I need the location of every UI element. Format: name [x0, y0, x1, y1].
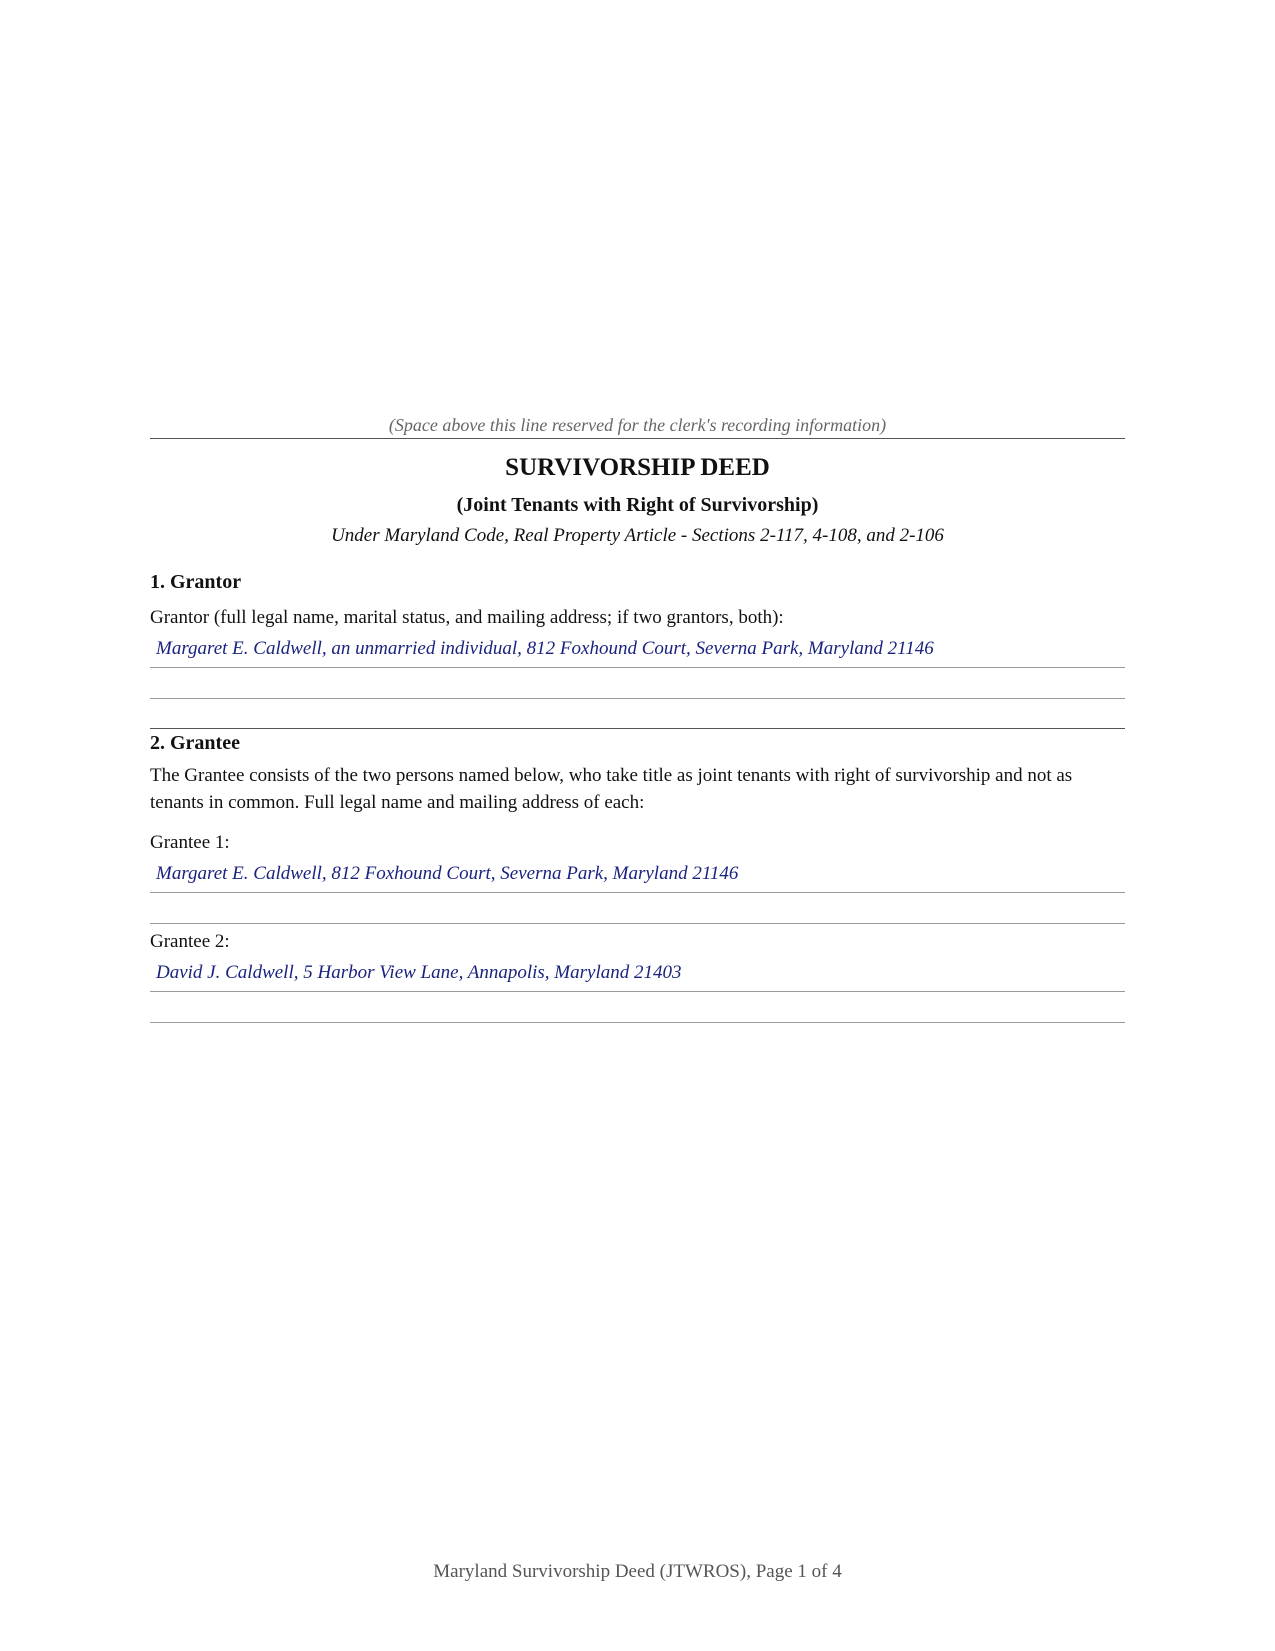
recording-space-note: (Space above this line reserved for the clerk's recording information)	[388, 415, 887, 435]
grantee-1-field[interactable]: Margaret E. Caldwell, 812 Foxhound Court, Severna Park, Maryland 21146	[150, 862, 1125, 893]
document-subtitle: (Joint Tenants with Right of Survivorship)	[456, 494, 819, 516]
grantee-2-blank-line[interactable]	[150, 992, 1125, 1023]
document-title: SURVIVORSHIP DEED	[505, 454, 770, 481]
deed-page-content	[150, 414, 1125, 1023]
grantor-prompt: Grantor (full legal name, marital status, and mailing address; if two grantors, both):	[150, 607, 784, 628]
grantee-1-label: Grantee 1:	[150, 832, 230, 853]
recording-space-divider	[150, 438, 1125, 439]
grantee-description: The Grantee consists of the two persons named below, who take title as joint tenants with right of survivorship and not as tenants in common. Full legal name and mailing address of each:	[150, 765, 1073, 813]
grantee-section	[150, 731, 1125, 1023]
grantee-2-label: Grantee 2:	[150, 931, 230, 952]
grantor-heading: 1. Grantor	[150, 571, 242, 593]
page-footer: Maryland Survivorship Deed (JTWROS), Page 1 of 4	[433, 1561, 842, 1582]
grantee-heading: 2. Grantee	[150, 732, 240, 754]
grantor-blank-line[interactable]	[150, 668, 1125, 699]
grantor-section	[150, 570, 1125, 699]
statute-reference: Under Maryland Code, Real Property Article - Sections 2-117, 4-108, and 2-106	[331, 525, 944, 546]
grantee-2-field[interactable]: David J. Caldwell, 5 Harbor View Lane, Annapolis, Maryland 21403	[150, 961, 1125, 992]
grantor-field[interactable]: Margaret E. Caldwell, an unmarried individual, 812 Foxhound Court, Severna Park, Maryland 21146	[150, 637, 1125, 668]
grantee-1-blank-line[interactable]	[150, 893, 1125, 924]
section-divider	[150, 728, 1125, 729]
